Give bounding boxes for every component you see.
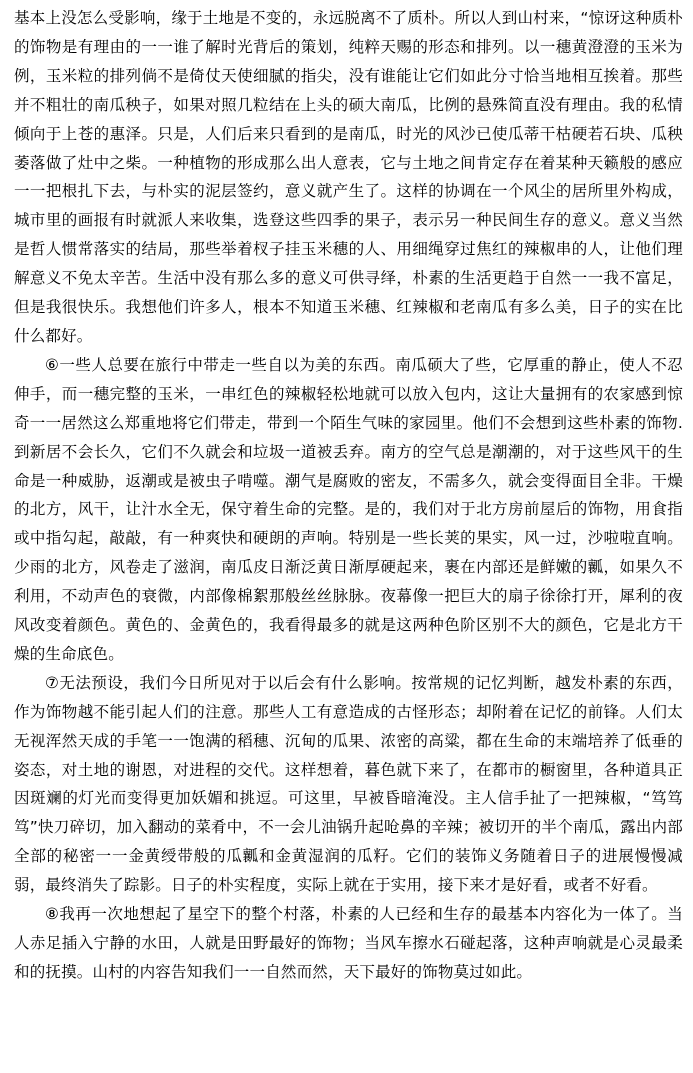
paragraph-7: ⑦无法预设，我们今日所见对于以后会有什么影响。按常规的记忆判断，越发朴素的东西，作为饰物越不能引起人们的注意。那些人工有意造成的古怪形态；却附着在记忆的前锋。人们太无视浑然天成的手笔一一饱满的稻穗、沉甸的瓜果、浓密的高粱，都在生命的末端培养了低垂的姿态，对土地的谢恩，对进程的交代。这样想着，暮色就下来了，在都市的橱窗里，各种道具正因斑斓的灯光而变得更加妖媚和挑逗。可这里，早被昏暗淹没。主人信手扯了一把辣椒，“笃笃笃”快刀碎切，加入翻动的菜肴中，不一会儿油锅升起呛鼻的辛辣；被切开的半个南瓜，露出内部全部的秘密一一金黄绶带般的瓜瓤和金黄湿润的瓜籽。它们的装饰义务随着日子的进展慢慢减弱，最终消失了踪影。日子的朴实程度，实际上就在于实用，接下来才是好看，或者不好看。 bbox=[14, 673, 683, 895]
paragraph-6: ⑥一些人总要在旅行中带走一些自以为美的东西。南瓜硕大了些，它厚重的静止，使人不忍伸手，而一穗完整的玉米，一串红色的辣椒轻松地就可以放入包内，这让大量拥有的农家感到惊奇一一居然这么郑重地将它们带走，带到一个陌生气味的家园里。他们不会想到这些朴素的饰物.到新居不会长久，它们不久就会和垃圾一道被丢弃。南方的空气总是潮潮的，对于这些风干的生命是一种威胁，返潮或是被虫子啃噬。潮气是腐败的密友，不需多久，就会变得面目全非。干燥的北方，风干，让汁水全无，保守着生命的完整。是的，我们对于北方房前屋后的饰物，用食指或中指勾起，敲敲，有一种爽快和硬朗的声响。特别是一些长荚的果实，风一过，沙啦啦直响。少雨的北方，风卷走了滋润，南瓜皮日渐泛黄日渐厚硬起来，裹在内部还是鲜嫩的瓤，如果久不利用，不动声色的衰微，内部像棉絮那般丝丝脉脉。夜幕像一把巨大的扇子徐徐打开，犀利的夜风改变着颜色。黄色的、金黄色的，我看得最多的就是这两种色阶区别不大的颜色，它是北方干燥的生命底色。 bbox=[14, 355, 683, 663]
paragraph-intro: 基本上没怎么受影响，缘于土地是不变的，永远脱离不了质朴。所以人到山村来，“惊讶这种质朴的饰物是有理由的一一谁了解时光背后的策划，纯粹天赐的形态和排列。以一穗黄澄澄的玉米为例，玉米粒的排列倘不是倚仗天使细腻的指尖，没有谁能让它们如此分寸恰当地相互挨着。那些并不粗壮的南瓜秧子，如果对照几粒结在上头的硕大南瓜，比例的悬殊简直没有理由。我的私情倾向于上苍的惠泽。只是，人们后来只看到的是南瓜，时光的风沙已使瓜蒂干枯硬若石块、瓜秧萎落做了灶中之柴。一种植物的形成那么出人意表，它与土地之间肯定存在着某种天籁般的感应一一把根扎下去，与朴实的泥层签约，意义就产生了。这样的协调在一个风尘的居所里外构成，城市里的画报有时就派人来收集，选登这些四季的果子，表示另一种民间生存的意义。意义当然是哲人惯常落实的结局，那些举着杈子挂玉米穗的人、用细绳穿过焦红的辣椒串的人，让他们理解意义不免太辛苦。生活中没有那么多的意义可供寻绎，朴素的生活更趋于自然一一我不富足，但是我很快乐。我想他们许多人，根本不知道玉米穗、红辣椒和老南瓜有多么美，日子的实在比什么都好。 bbox=[14, 9, 683, 345]
paragraph-8: ⑧我再一次地想起了星空下的整个村落，朴素的人已经和生存的最基本内容化为一体了。当人赤足插入宁静的水田，人就是田野最好的饰物；当风车擦水石碰起落，这种声响就是心灵最柔和的抚摸。山村的内容告知我们一一自然而然，天下最好的饰物莫过如此。 bbox=[14, 905, 683, 981]
